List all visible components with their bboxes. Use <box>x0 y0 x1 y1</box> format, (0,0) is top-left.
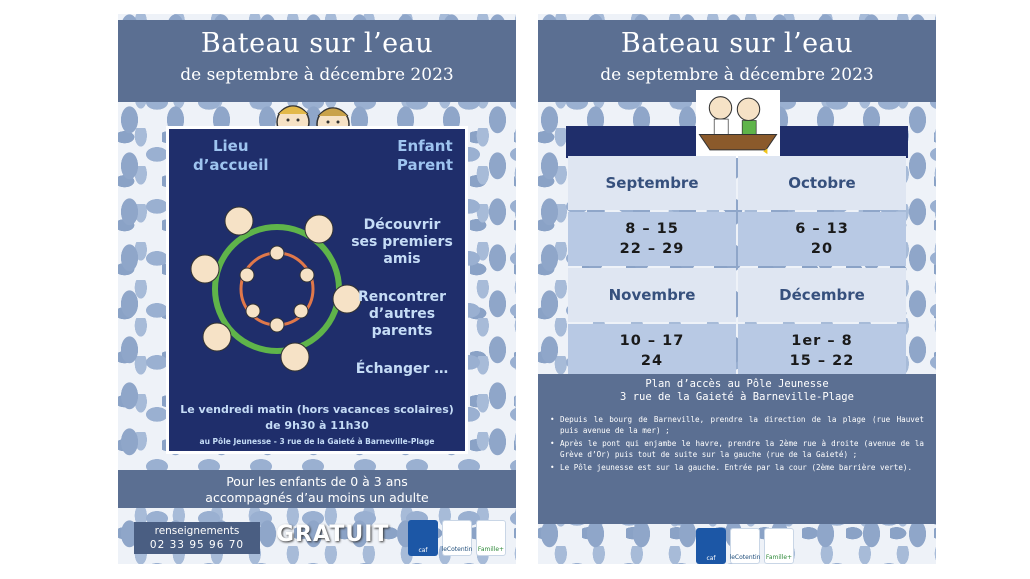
caf-logo: caf <box>408 520 438 556</box>
boat-illustration-box <box>696 90 780 158</box>
headline-line: d’autres <box>368 306 436 322</box>
enfant-line: Enfant <box>397 137 453 155</box>
headline-line: ses premiers <box>351 234 453 250</box>
gratuit-label: GRATUIT <box>276 522 390 547</box>
date-line: 6 – 13 <box>795 221 849 237</box>
lecotentin-logo: leCotentin <box>442 520 472 556</box>
month-cell <box>568 268 736 322</box>
partner-logos <box>408 520 506 556</box>
address-line: au Pôle Jeunesse - 3 rue de la Gaieté à Barneville-Plage <box>199 437 435 446</box>
plan-title-line: 3 rue de la Gaieté à Barneville-Plage <box>620 391 854 403</box>
parent-line: Parent <box>396 156 453 174</box>
headline-line: Découvrir <box>363 217 441 233</box>
calendar-grid <box>568 156 906 378</box>
familleplus-logo: Famille+ <box>476 520 506 556</box>
poster-subtitle: de septembre à décembre 2023 <box>600 65 874 85</box>
lecotentin-logo: leCotentin <box>730 528 760 564</box>
month-name: Novembre <box>608 286 696 304</box>
direction-item: • Le Pôle jeunesse est sur la gauche. Entrée par la cour (2ème barrière verte). <box>560 462 924 473</box>
partner-logos <box>696 528 794 564</box>
month-name: Septembre <box>605 174 699 192</box>
title-band <box>118 20 516 102</box>
familleplus-logo: Famille+ <box>764 528 794 564</box>
dates-cell <box>568 212 736 266</box>
info-line-2: accompagnés d’au moins un adulte <box>205 490 429 505</box>
month-cell <box>738 156 906 210</box>
poster-left <box>118 14 516 564</box>
month-cell <box>738 268 906 322</box>
date-line: 10 – 17 <box>619 333 685 349</box>
lieu-line: Lieu <box>212 137 249 155</box>
month-cell <box>568 156 736 210</box>
lieu-label <box>193 137 268 175</box>
info-line-1: Pour les enfants de 0 à 3 ans <box>226 474 408 489</box>
date-line: 22 – 29 <box>619 241 685 257</box>
schedule-line-2: de 9h30 à 11h30 <box>265 419 369 432</box>
direction-item: • Après le pont qui enjambe le havre, prendre la 2ème rue à droite (avenue de la Grève d’Or) puis tout de suite sur la gauche (rue de la Gaieté) ; <box>560 438 924 460</box>
caf-logo: caf <box>696 528 726 564</box>
plan-title-line: Plan d’accès au Pôle Jeunesse <box>645 378 829 390</box>
age-info-band <box>118 470 516 508</box>
headline-echanger: Échanger … <box>355 361 449 377</box>
schedule-line-1: Le vendredi matin (hors vacances scolaires) <box>180 403 454 416</box>
enfant-parent-label <box>397 137 453 175</box>
date-line: 24 <box>640 353 664 369</box>
poster-title: Bateau sur l’eau <box>620 28 854 59</box>
dates-cell <box>738 324 906 378</box>
contact-box <box>134 522 260 554</box>
boat-children-illustration <box>696 90 780 158</box>
month-name: Octobre <box>788 174 856 192</box>
poster-right <box>538 14 936 564</box>
poster-subtitle: de septembre à décembre 2023 <box>180 65 454 85</box>
poster-title: Bateau sur l’eau <box>200 28 434 59</box>
contact-label: renseignements <box>154 525 240 537</box>
dates-cell <box>568 324 736 378</box>
activities-panel <box>166 126 468 454</box>
dates-cell <box>738 212 906 266</box>
accueil-line: d’accueil <box>193 156 269 174</box>
children-circle-illustration <box>187 199 367 379</box>
date-line: 1er – 8 <box>791 333 853 349</box>
headline-line: Rencontrer <box>357 289 447 305</box>
date-line: 15 – 22 <box>789 353 855 369</box>
access-plan-box <box>538 374 936 524</box>
date-line: 20 <box>810 241 834 257</box>
direction-item: • Depuis le bourg de Barneville, prendre la direction de la plage (rue Hauvet puis avenue de la mer) ; <box>560 414 924 436</box>
headline-line: amis <box>383 251 421 267</box>
headline-decouvrir <box>347 217 457 268</box>
contact-phone: 02 33 95 96 70 <box>149 539 245 551</box>
plan-title <box>538 374 936 404</box>
month-name: Décembre <box>779 286 865 304</box>
directions-list <box>538 414 936 473</box>
date-line: 8 – 15 <box>625 221 679 237</box>
headline-line: parents <box>371 323 433 339</box>
headline-rencontrer <box>347 289 457 340</box>
